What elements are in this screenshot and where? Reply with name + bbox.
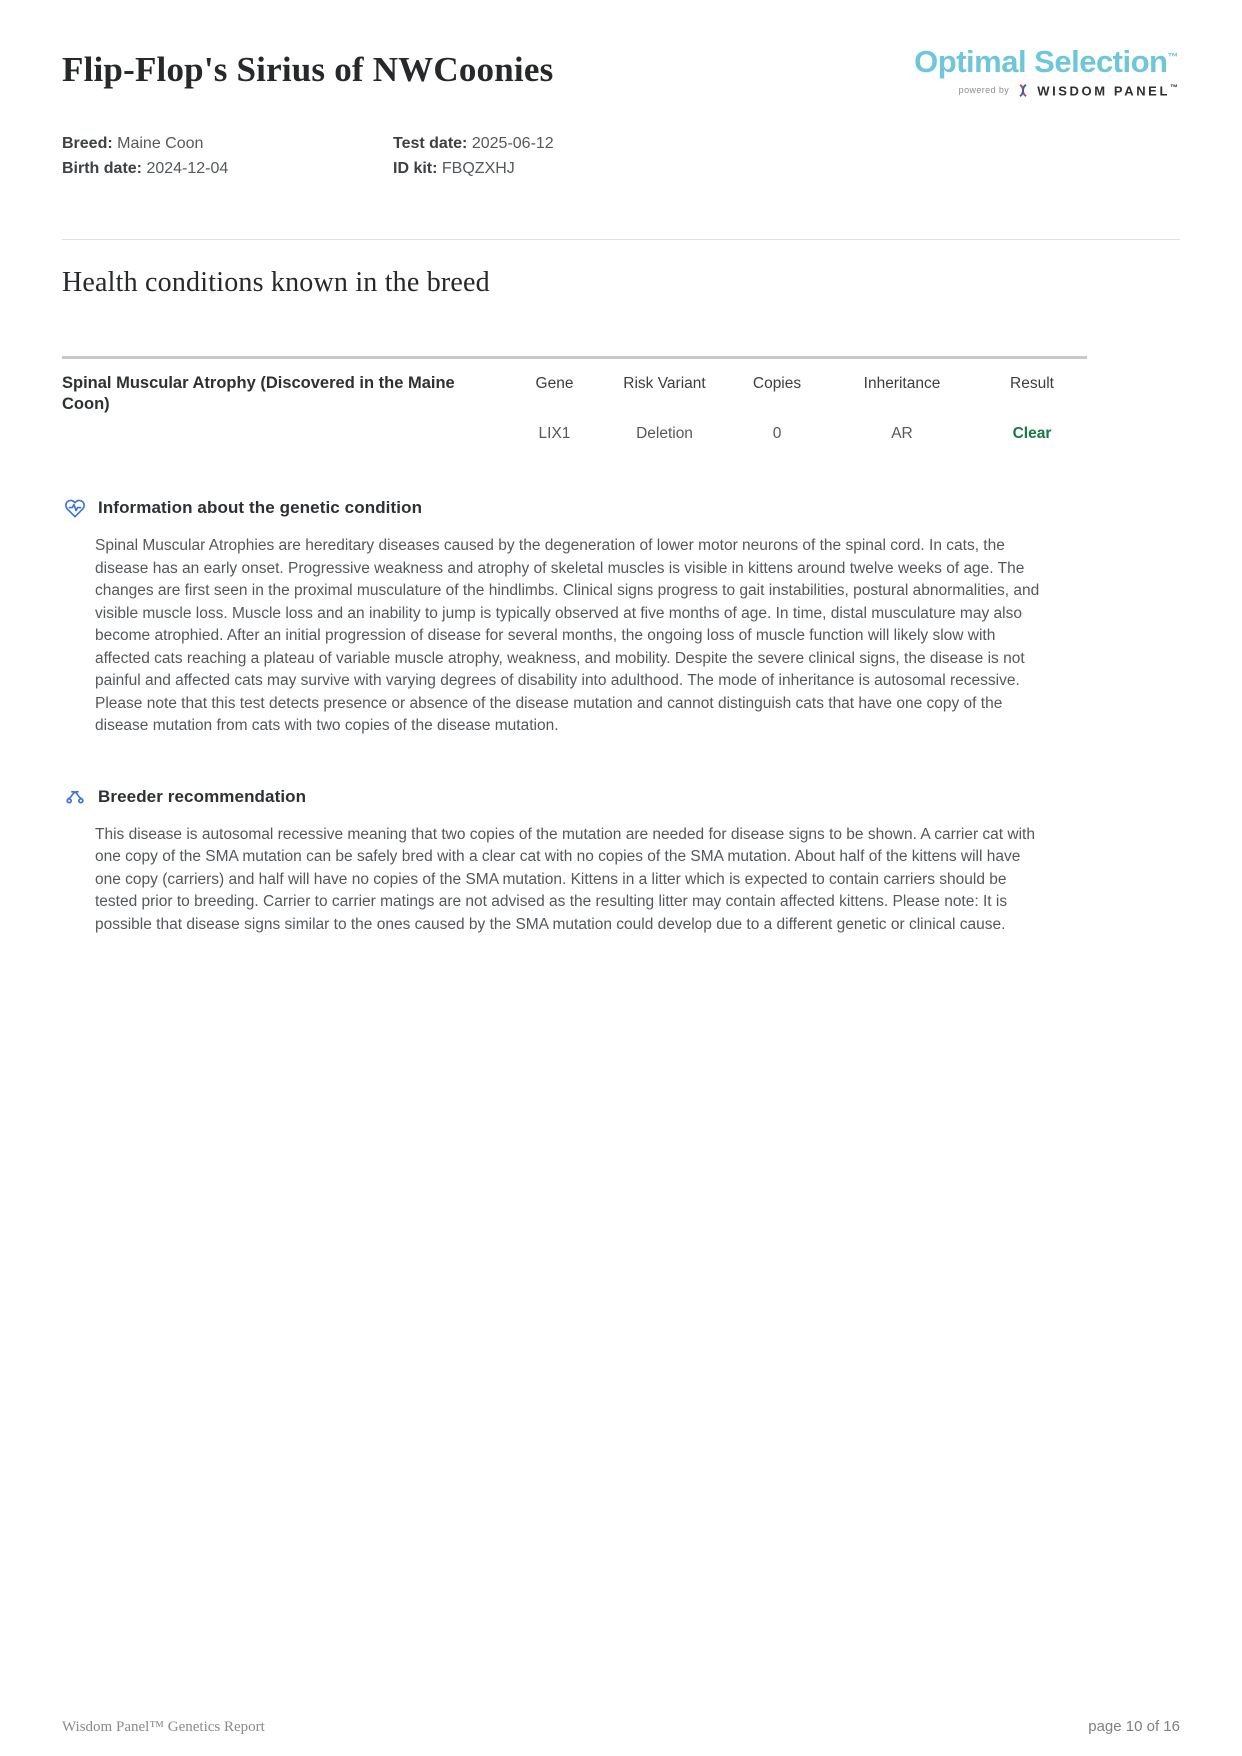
info-section-title: Information about the genetic condition [98,498,423,518]
column-header-gene: Gene [535,374,574,392]
condition-table [62,356,1087,450]
birth-date-value: 2024-12-04 [146,159,229,177]
copies-value: 0 [772,425,782,443]
partner-name-text: WISDOM PANEL [1037,82,1170,98]
wisdom-panel-wordmark [1037,83,1178,98]
breeder-section-title: Breeder recommendation [98,786,307,806]
id-kit-row [393,157,554,182]
birth-date-row [62,157,393,182]
dna-helix-icon [1016,83,1030,98]
brand-name-text: Optimal Selection [914,44,1168,79]
brand-trademark: ™ [1167,51,1178,64]
column-header-inheritance: Inheritance [863,374,941,392]
gene-value: LIX1 [538,425,571,443]
inheritance-value: AR [891,425,913,443]
powered-by-label: powered by [958,85,1010,96]
header-divider [62,239,1180,240]
footer-page-number: page 10 of 16 [1088,1718,1180,1735]
breeder-section-body: This disease is autosomal recessive meaning that two copies of the mutation are needed for disease signs to be shown. A carrier cat with one copy of the SMA mutation can be safely bred with a clear cat with no copies of the SMA mutation. About half of the kittens will have one copy (carriers) and half will have no copies of the SMA mutation. Kittens in a litter which is expected to contain carriers should be tested prior to breeding. Carrier to carrier matings are not advised as the resulting litter may contain affected kittens. Please note: It is possible that disease signs similar to the ones caused by the SMA mutation could develop due to a different genetic or clinical cause. [95,825,1035,933]
test-date-value: 2025-06-12 [471,134,554,152]
risk-variant-value: Deletion [636,425,693,443]
column-header-risk-variant: Risk Variant [623,374,706,392]
condition-name: Spinal Muscular Atrophy (Discovered in the Maine Coon) [62,373,455,413]
breed-row [62,132,393,157]
powered-by-row [914,83,1178,98]
breed-label: Breed: [62,134,113,152]
pet-meta [62,132,1180,182]
pet-meta-left [62,132,393,182]
pet-meta-right [393,132,554,182]
heart-pulse-icon [62,495,88,521]
partner-trademark: ™ [1170,82,1178,92]
stethoscope-icon [62,784,88,810]
id-kit-value: FBQZXHJ [441,159,515,177]
column-header-result: Result [1010,374,1054,392]
test-date-label: Test date: [393,134,468,152]
breed-value: Maine Coon [117,134,204,152]
test-date-row [393,132,554,157]
pet-name-title: Flip-Flop's Sirius of NWCoonies [62,50,554,89]
info-section-header [62,495,1180,521]
info-section-body: Spinal Muscular Atrophies are hereditary diseases caused by the degeneration of lower motor neurons of the spinal cord. In cats, the disease has an early onset. Progressive weakness and atrophy of skeletal muscles is visible in kittens around twelve weeks of age. The changes are first seen in the proximal musculature of the hindlimbs. Clinical signs progress to gait instabilities, postural abnormalities, and visible muscle loss. Muscle loss and an inability to jump is typically observed at five months of age. In time, distal musculature may also become atrophied. After an initial progression of disease for several months, the ongoing loss of muscle function will likely slow with affected cats reaching a plateau of variable muscle atrophy, weakness, and mobility. Despite the severe clinical signs, the disease is not painful and affected cats may survive with varying degrees of disability into adulthood. The mode of inheritance is autosomal recessive. Please note that this test detects presence or absence of the disease mutation and cannot distinguish cats that have one copy of the disease mutation from cats with two copies of the disease mutation. [95,537,1040,735]
column-header-copies: Copies [752,374,802,392]
condition-table-value-row [62,425,1087,449]
genetic-condition-info-section [62,495,1180,737]
optimal-selection-logo [914,44,1178,80]
condition-table-header-row [62,359,1087,416]
breeder-recommendation-section [62,784,1180,936]
result-value: Clear [1012,425,1052,443]
report-header [62,44,1180,98]
id-kit-label: ID kit: [393,159,438,177]
footer-report-name: Wisdom Panel™ Genetics Report [62,1719,265,1735]
health-conditions-heading: Health conditions known in the breed [62,266,490,298]
page-footer [62,1718,1180,1736]
brand-logo [914,44,1180,98]
birth-date-label: Birth date: [62,159,142,177]
breeder-section-header [62,784,1180,810]
